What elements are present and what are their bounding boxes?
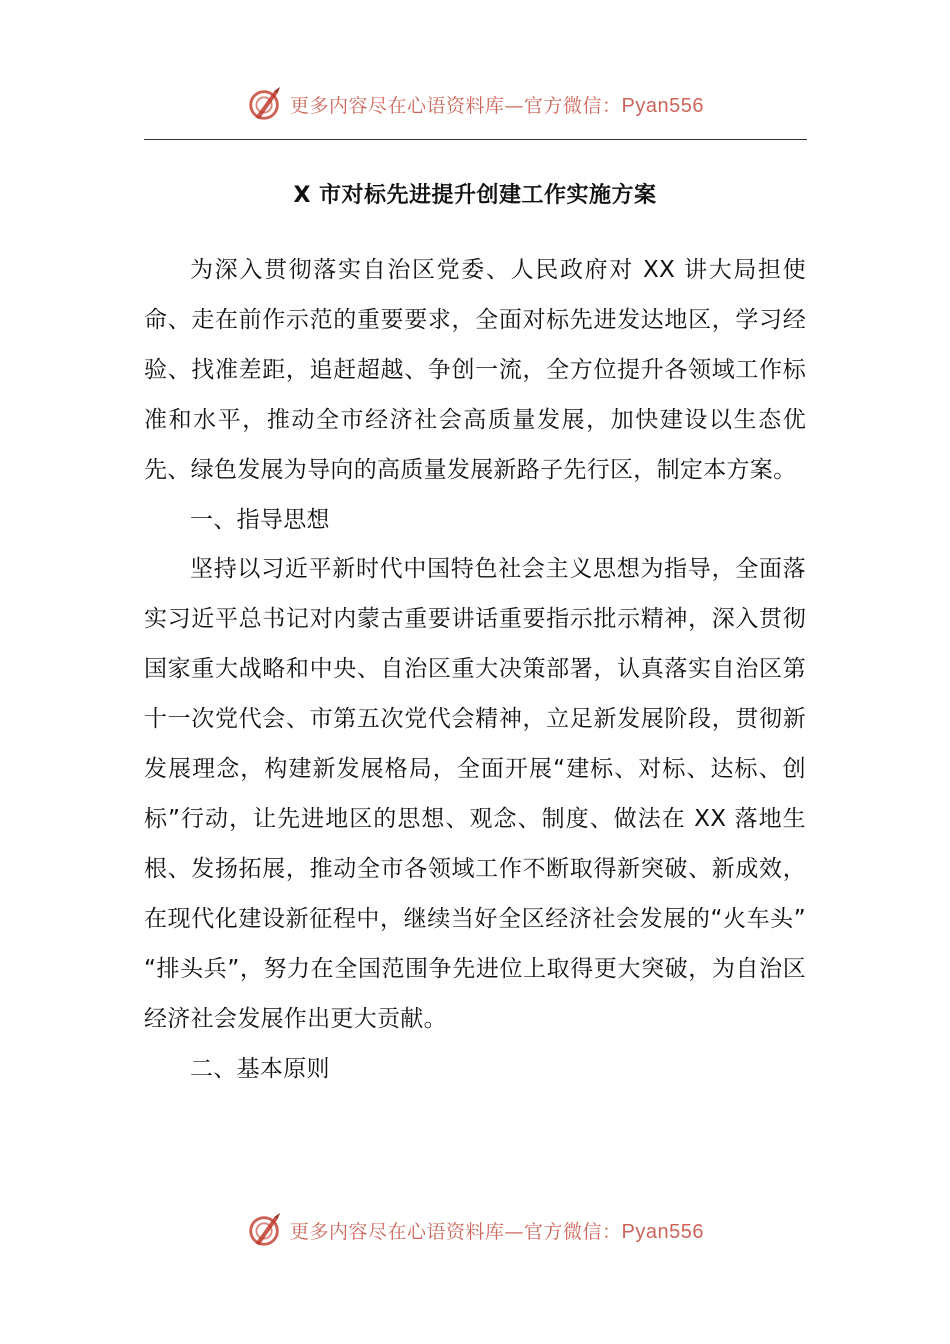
header-banner xyxy=(0,82,950,126)
header-divider xyxy=(144,139,807,140)
section-heading-1: 一、指导思想 xyxy=(190,506,330,533)
paragraph-intro: 为深入贯彻落实自治区党委、人民政府对 XX 讲大局担使命、走在前作示范的重要要求，全面对标先进发达地区，学习经验、找准差距，追赶超越、争创一流，全方位提升各领域工作标准和水平，推动全市经济社会高质量发展，加快建设以生态优先、绿色发展为导向的高质量发展新路子先行区，制定本方案。 xyxy=(144,257,806,483)
quill-logo-icon xyxy=(246,1211,284,1249)
footer-banner-label: 更多内容尽在心语资料库—官方微信： xyxy=(290,1220,622,1243)
footer-banner-account: Pyan556 xyxy=(621,1220,704,1243)
quill-logo-icon xyxy=(246,85,284,123)
header-banner-text xyxy=(290,91,704,118)
footer-banner-text xyxy=(290,1217,704,1244)
header-banner-label: 更多内容尽在心语资料库—官方微信： xyxy=(290,94,622,117)
header-banner-account: Pyan556 xyxy=(621,94,704,117)
footer-banner xyxy=(0,1208,950,1252)
paragraph-guiding-thought: 坚持以习近平新时代中国特色社会主义思想为指导，全面落实习近平总书记对内蒙古重要讲话重要指示批示精神，深入贯彻国家重大战略和中央、自治区重大决策部署，认真落实自治区第十一次党代会、市第五次党代会精神，立足新发展阶段，贯彻新发展理念，构建新发展格局，全面开展“建标、对标、达标、创标”行动，让先进地区的思想、观念、制度、做法在 XX 落地生根、发扬拓展，推动全市各领域工作不断取得新突破、新成效，在现代化建设新征程中，继续当好全区经济社会发展的“火车头” “排头兵”，努力在全国范围争先进位上取得更大突破，为自治区经济社会发展作出更大贡献。 xyxy=(144,556,806,1032)
document-title: X 市对标先进提升创建工作实施方案 xyxy=(293,183,657,208)
document-body xyxy=(144,246,806,1094)
section-heading-2: 二、基本原则 xyxy=(190,1055,330,1082)
